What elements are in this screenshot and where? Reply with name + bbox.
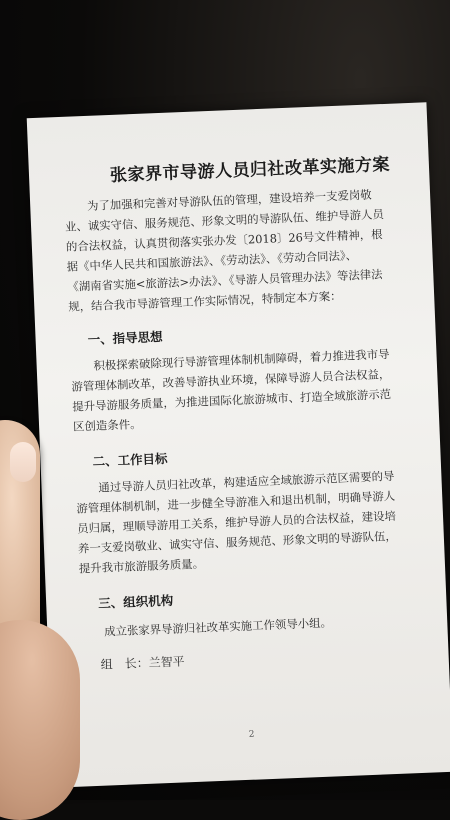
section-heading-work-goals: 二、工作目标 xyxy=(92,450,168,469)
section-line: 通过导游人员归社改革，构建适应全域旅游示范区需要的导 xyxy=(98,468,395,495)
section-line: 成立张家界导游归社改革实施工作领导小组。 xyxy=(103,615,333,639)
section-3-paragraph xyxy=(81,608,432,642)
section-line: 提升我市旅游服务质量。 xyxy=(78,556,205,576)
intro-line: 业、诚实守信、服务规范、形象文明的导游队伍、维护导游人员 xyxy=(64,207,385,234)
intro-line: 据《中华人民共和国旅游法》、《劳动法》、《劳动合同法》、 xyxy=(66,248,358,274)
page-number: 2 xyxy=(248,729,255,740)
section-heading-guiding-ideology: 一、指导思想 xyxy=(87,329,163,348)
intro-line: 的合法权益，认真贯彻落实张办发〔2018〕26号文件精神，根 xyxy=(65,227,383,254)
page-title: 张家界市导游人员归社改革实施方案 xyxy=(109,154,391,186)
intro-line: 《湖南省实施<旅游法>办法》、《导游人员管理办法》等法律法 xyxy=(67,267,383,294)
section-line: 游管理体制改革，改善导游执业环境，保障导游人员合法权益， xyxy=(71,366,391,394)
section-1-paragraph xyxy=(70,343,423,437)
section-line: 员归属，理顺导游用工关系，维护导游人员的合法权益，建设培 xyxy=(76,508,397,536)
intro-line: 为了加强和完善对导游队伍的管理，建设培养一支爱岗敬 xyxy=(86,187,372,213)
thumbnail xyxy=(10,442,36,482)
section-line: 积极探索破除现行导游管理体制机制障碍，着力推进我市导 xyxy=(93,346,390,373)
leader-line: 组 长：兰智平 xyxy=(100,654,185,672)
document-page xyxy=(27,102,450,788)
intro-line: 规，结合我市导游管理工作实际情况，特制定本方案： xyxy=(68,288,342,314)
section-line: 提升导游服务质量，为推进国际化旅游城市、打造全域旅游示范 xyxy=(72,386,392,414)
hand xyxy=(0,620,80,820)
section-heading-organization: 三、组织机构 xyxy=(97,592,174,611)
intro-paragraph xyxy=(64,183,419,317)
section-line: 游管理体制机制，进一步健全导游准入和退出机制，明确导游人 xyxy=(76,488,396,516)
section-line: 区创造条件。 xyxy=(72,416,142,434)
section-line: 养一支爱岗敬业、诚实守信、服务规范、形象文明的导游队伍， xyxy=(77,528,398,556)
section-2-paragraph xyxy=(75,465,429,579)
